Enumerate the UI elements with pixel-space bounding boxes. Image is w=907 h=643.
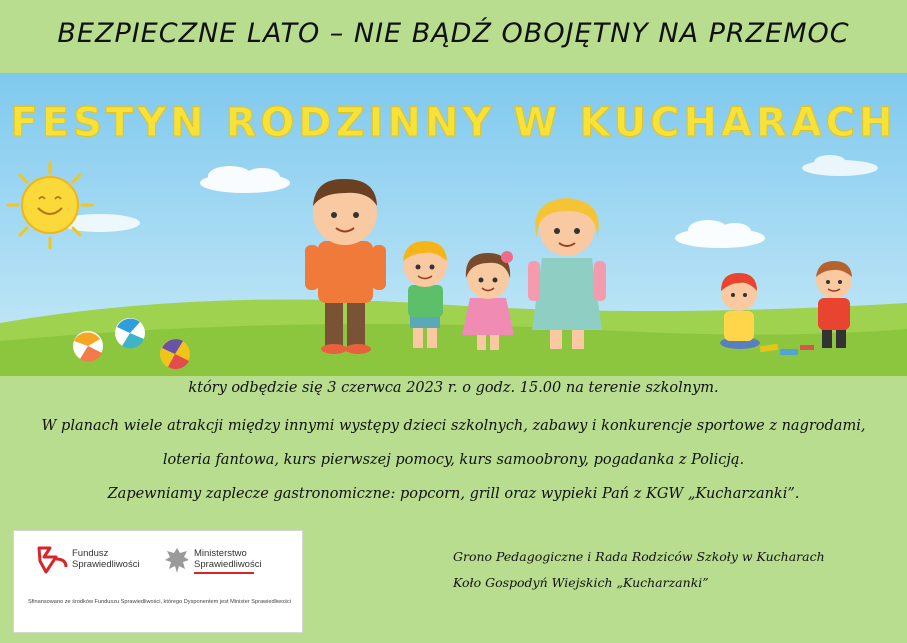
ministry-name-line2: Sprawiedliwości — [194, 559, 262, 570]
signature-line-2: Koło Gospodyń Wiejskich „Kucharzanki” — [453, 575, 709, 590]
headline: FESTYN RODZINNY W KUCHARACH — [10, 100, 897, 146]
info-line-3: loteria fantowa, kurs pierwszej pomocy, kurs samoobrony, pogadanka z Policją. — [162, 452, 745, 468]
fund-logo-icon — [36, 545, 70, 575]
top-title: BEZPIECZNE LATO – NIE BĄDŹ OBOJĘTNY NA PRZEMOC — [57, 18, 850, 49]
info-line-2: W planach wiele atrakcji między innymi występy dzieci szkolnych, zabawy i konkurencje sportowe z nagrodami, — [41, 418, 866, 434]
ball-icon — [160, 339, 190, 369]
info-line-4: Zapewniamy zaplecze gastronomiczne: popcorn, grill oraz wypieki Pań z KGW „Kucharzanki”. — [107, 486, 800, 502]
fund-name-line1: Fundusz — [72, 548, 109, 559]
signature-line-1: Grono Pedagogiczne i Rada Rodziców Szkoły w Kucharach — [453, 549, 825, 564]
ministry-underline — [194, 572, 254, 574]
fund-name-line2: Sprawiedliwości — [72, 559, 140, 570]
ministry-name-line1: Ministerstwo — [194, 548, 247, 559]
eagle-emblem-icon — [164, 545, 190, 575]
sponsor-box — [13, 530, 303, 633]
mother-figure — [528, 198, 606, 349]
sponsor-footnote: Sfinansowano ze środków Funduszu Sprawiedliwości, którego Dysponentem jest Minister Sprawiedliwości — [28, 599, 292, 605]
info-line-1: który odbędzie się 3 czerwca 2023 r. o godz. 15.00 na terenie szkolnym. — [188, 380, 719, 396]
